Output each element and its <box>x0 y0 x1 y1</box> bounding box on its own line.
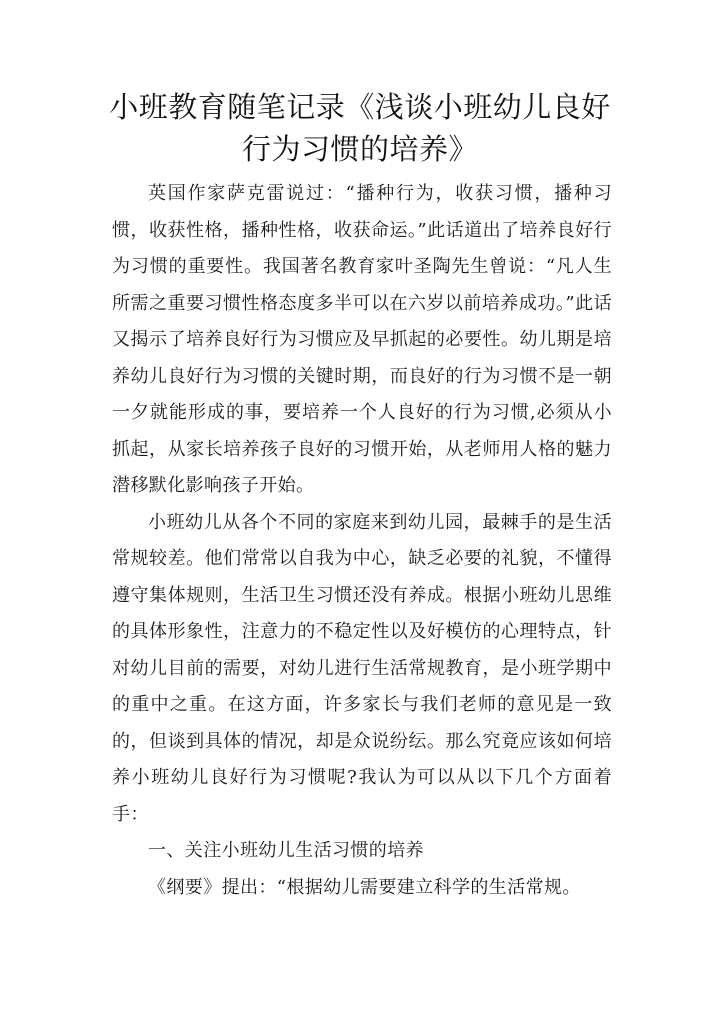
body-paragraph: 《纲要》提出：“根据幼儿需要建立科学的生活常规。 <box>148 876 581 898</box>
body-paragraph: 英国作家萨克雷说过：“播种行为，收获习惯，播种习惯，收获性格，播种性格，收获命运。”此话道出了培养良好行为习惯的重要性。我国著名教育家叶圣陶先生曾说：“凡人生所需之重要习惯性格态度多半可以在六岁以前培养成功。”此话又揭示了培养良好行为习惯应及早抓起的必要性。幼儿期是培养幼儿良好行为习惯的关键时期，而良好的行为习惯不是一朝一夕就能形成的事，要培养一个人良好的行为习惯,必须从小抓起，从家长培养孩子良好的习惯开始，从老师用人格的魅力潜移默化影响孩子开始。 <box>112 183 612 496</box>
document-body <box>112 176 612 906</box>
section-heading: 一、关注小班幼儿生活习惯的培养 <box>148 840 424 861</box>
document-title: 小班教育随笔记录《浅谈小班幼儿良好行为习惯的培养》 <box>109 90 611 166</box>
body-paragraph: 小班幼儿从各个不同的家庭来到幼儿园，最棘手的是生活常规较差。他们常常以自我为中心，缺乏必要的礼貌，不懂得遵守集体规则，生活卫生习惯还没有养成。根据小班幼儿思维的具体形象性，注意力的不稳定性以及好模仿的心理特点，针对幼儿目前的需要，对幼儿进行生活常规教育，是小班学期中的重中之重。在这方面，许多家长与我们老师的意见是一致的，但谈到具体的情况，却是众说纷纭。那么究竟应该如何培养小班幼儿良好行为习惯呢?我认为可以从以下几个方面着手： <box>112 511 612 825</box>
